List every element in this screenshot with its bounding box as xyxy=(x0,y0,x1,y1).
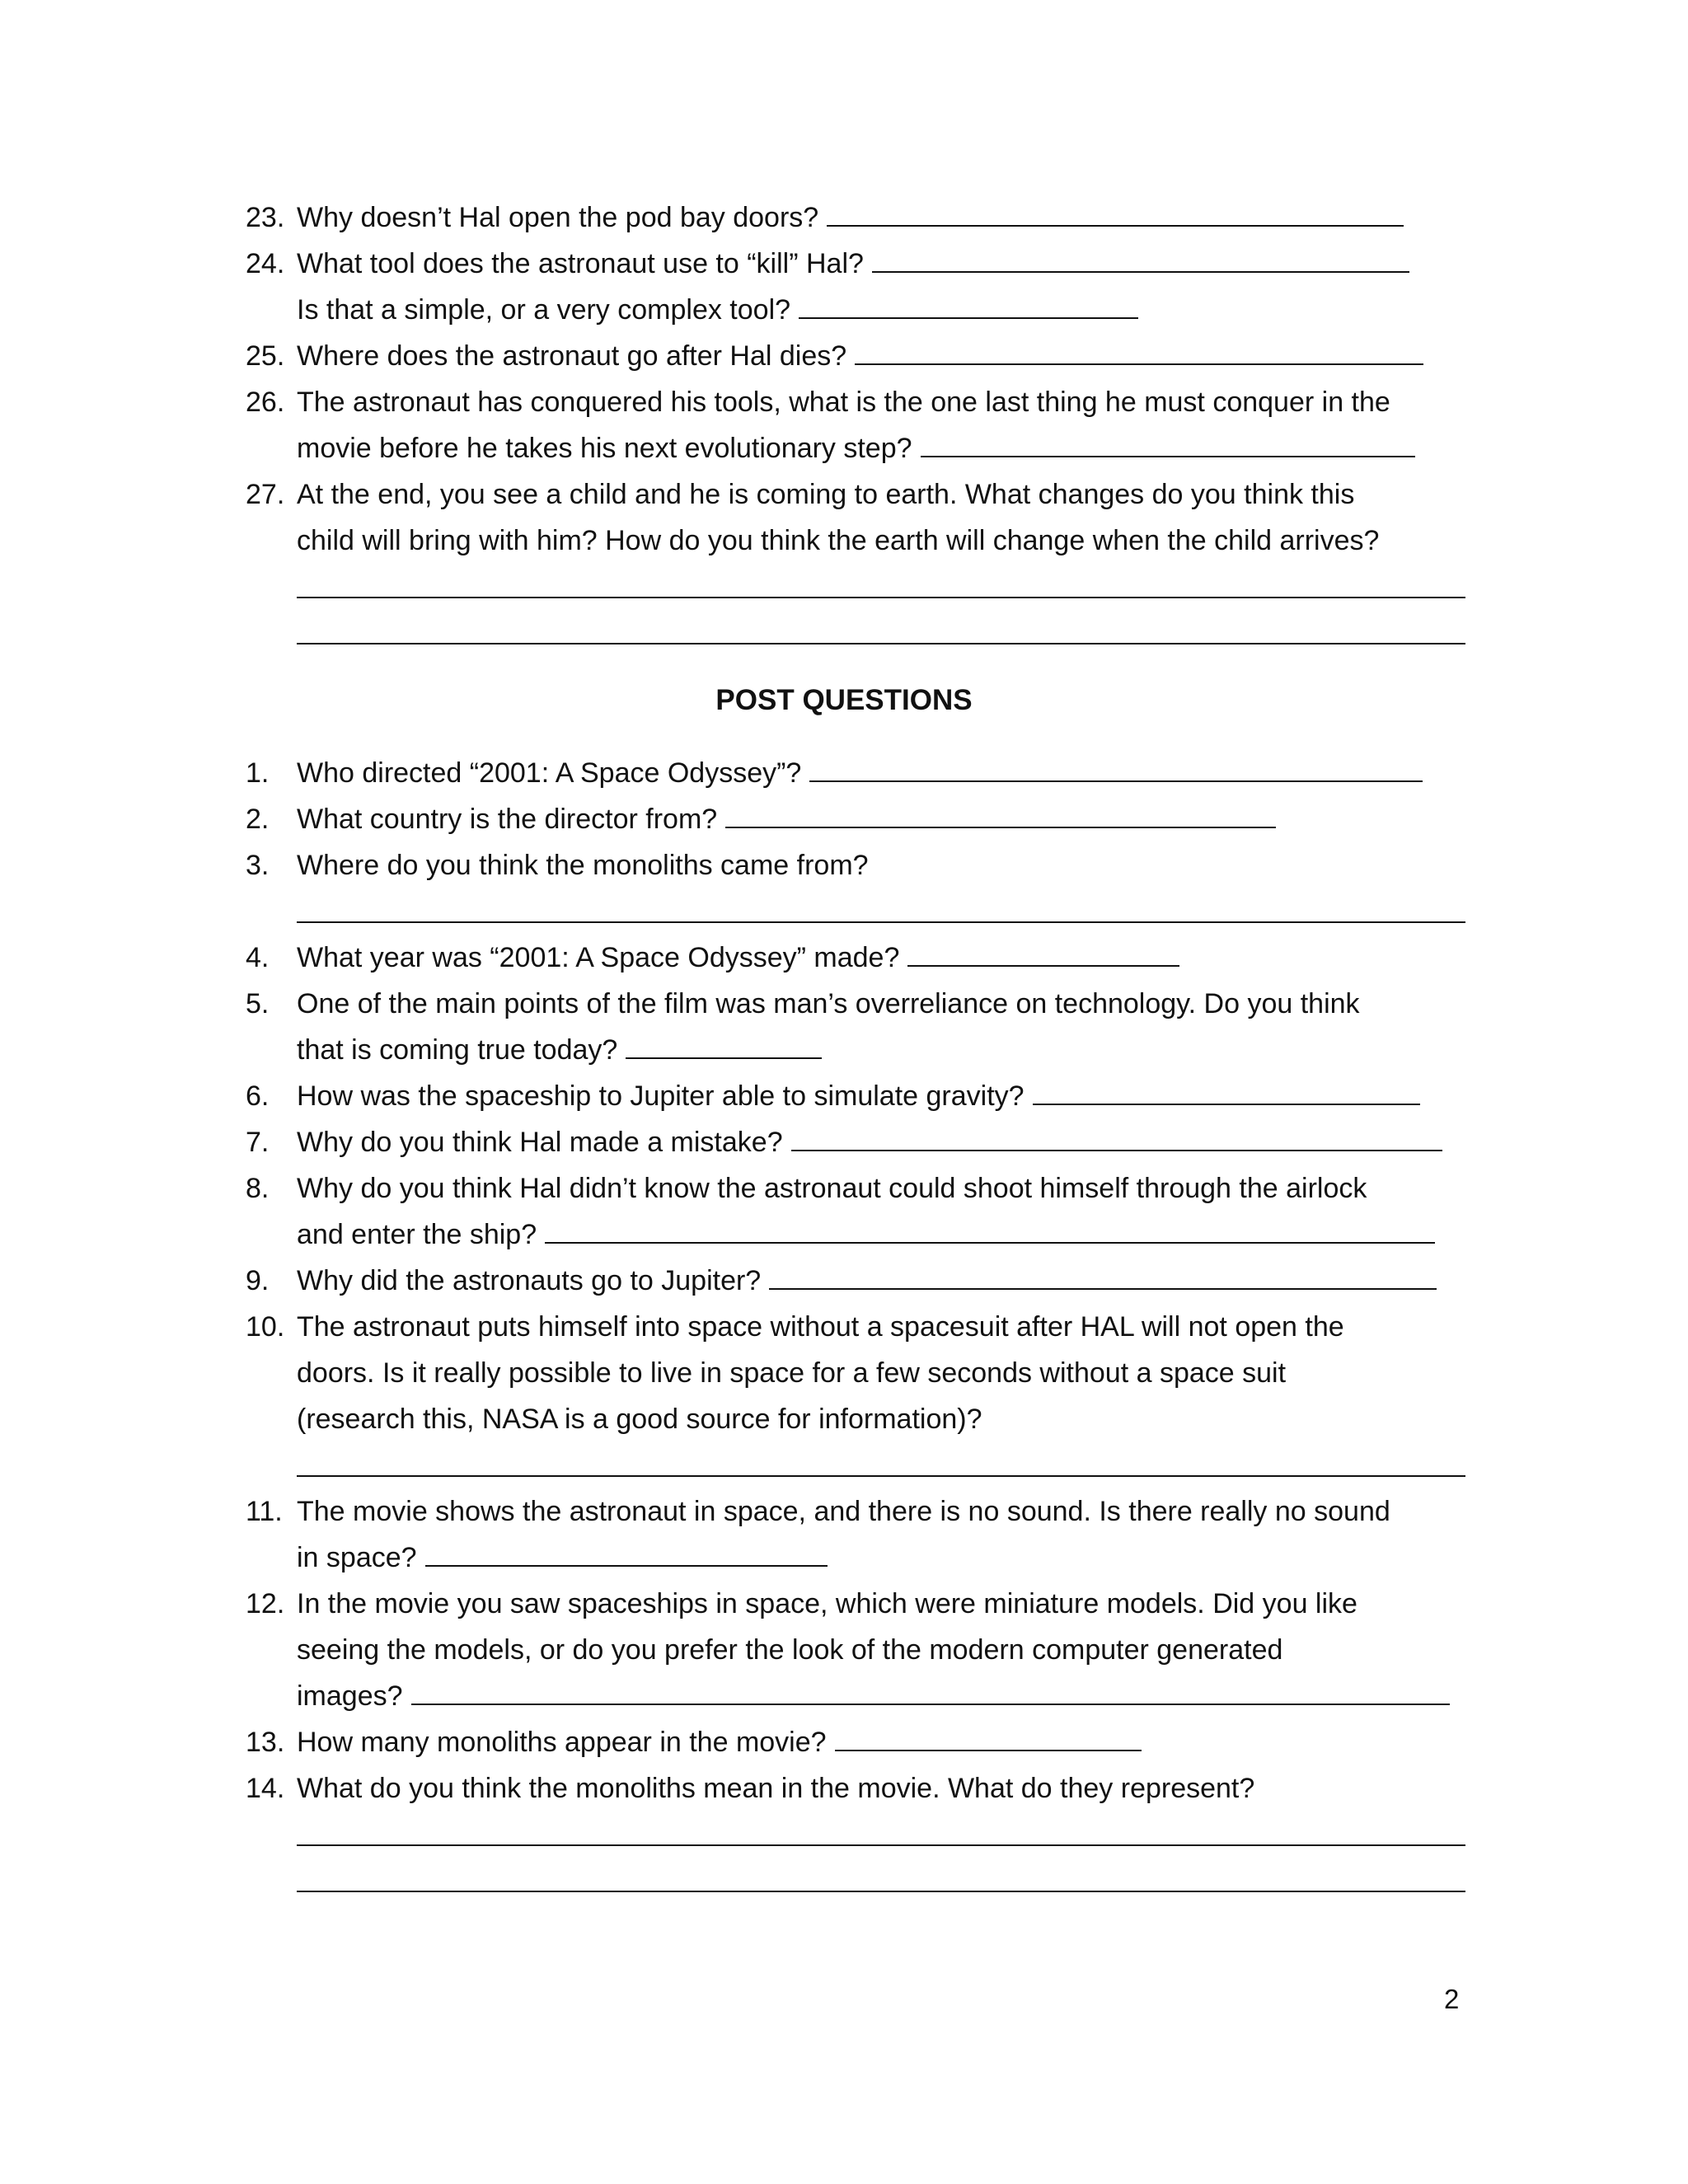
question-text: One of the main points of the film was man’s overreliance on technology. Do you think xyxy=(297,988,1360,1019)
post-question-2 xyxy=(246,796,1474,842)
answer-blank[interactable] xyxy=(835,1725,1142,1751)
answer-blank[interactable] xyxy=(545,1217,1435,1244)
question-text: The astronaut puts himself into space without a spacesuit after HAL will not open the xyxy=(297,1311,1344,1343)
question-number: 4. xyxy=(246,942,270,973)
post-question-9 xyxy=(246,1258,1474,1304)
question-number: 7. xyxy=(246,1127,270,1158)
question-number: 1. xyxy=(246,757,270,789)
question-25 xyxy=(246,333,1474,379)
question-text: Where do you think the monoliths came from? xyxy=(297,850,869,881)
question-text: How many monoliths appear in the movie? xyxy=(297,1727,827,1758)
post-question-5-continued xyxy=(297,1027,822,1073)
post-question-12 xyxy=(246,1581,1474,1627)
section-heading: POST QUESTIONS xyxy=(715,684,973,716)
question-text: in space? xyxy=(297,1542,417,1573)
question-number: 9. xyxy=(246,1265,270,1296)
question-text: Why did the astronauts go to Jupiter? xyxy=(297,1265,762,1296)
question-24-continued xyxy=(297,287,1138,333)
post-question-10 xyxy=(246,1304,1474,1350)
answer-blank[interactable] xyxy=(921,431,1415,457)
answer-blank[interactable] xyxy=(872,246,1409,273)
answer-blank[interactable] xyxy=(626,1033,822,1059)
question-text: images? xyxy=(297,1680,403,1712)
question-26 xyxy=(246,379,1474,425)
question-number: 25. xyxy=(246,340,285,372)
answer-line[interactable] xyxy=(297,1844,1465,1846)
answer-blank[interactable] xyxy=(769,1263,1437,1290)
answer-line[interactable] xyxy=(297,597,1465,598)
question-text: seeing the models, or do you prefer the look of the modern computer generated xyxy=(297,1634,1283,1666)
question-text: At the end, you see a child and he is coming to earth. What changes do you think this xyxy=(297,479,1355,510)
question-text: The movie shows the astronaut in space, and there is no sound. Is there really no sound xyxy=(297,1496,1390,1527)
page-number: 2 xyxy=(1444,1984,1460,2014)
question-text: The astronaut has conquered his tools, what is the one last thing he must conquer in the xyxy=(297,387,1390,418)
question-number: 27. xyxy=(246,479,285,510)
answer-line[interactable] xyxy=(297,643,1465,644)
question-number: 24. xyxy=(246,248,285,279)
post-question-5 xyxy=(246,981,1474,1027)
answer-blank[interactable] xyxy=(1033,1079,1420,1105)
question-text: How was the spaceship to Jupiter able to simulate gravity? xyxy=(297,1080,1025,1112)
post-question-7 xyxy=(246,1119,1474,1165)
question-text: and enter the ship? xyxy=(297,1219,537,1250)
question-text: Why doesn’t Hal open the pod bay doors? xyxy=(297,202,819,233)
answer-line[interactable] xyxy=(297,1475,1465,1477)
question-26-continued xyxy=(297,425,1415,471)
question-27-continued xyxy=(297,518,1379,564)
post-question-8 xyxy=(246,1165,1474,1212)
post-question-1 xyxy=(246,750,1474,796)
question-text: movie before he takes his next evolutionary step? xyxy=(297,433,912,464)
question-number: 8. xyxy=(246,1173,270,1204)
answer-blank[interactable] xyxy=(907,940,1179,967)
post-question-11-continued xyxy=(297,1535,828,1581)
post-question-14 xyxy=(246,1765,1474,1811)
post-question-6 xyxy=(246,1073,1474,1119)
question-text: Why do you think Hal made a mistake? xyxy=(297,1127,783,1158)
question-number: 10. xyxy=(246,1311,285,1343)
question-number: 11. xyxy=(246,1496,283,1527)
answer-blank[interactable] xyxy=(799,293,1138,319)
question-number: 13. xyxy=(246,1727,285,1758)
question-text: What country is the director from? xyxy=(297,804,718,835)
question-text: Is that a simple, or a very complex tool? xyxy=(297,294,791,326)
post-question-3 xyxy=(246,842,1474,888)
question-number: 26. xyxy=(246,387,285,418)
answer-blank[interactable] xyxy=(809,756,1423,782)
question-27 xyxy=(246,471,1474,518)
question-text: Who directed “2001: A Space Odyssey”? xyxy=(297,757,802,789)
question-number: 12. xyxy=(246,1588,285,1619)
post-question-13 xyxy=(246,1719,1474,1765)
answer-blank[interactable] xyxy=(791,1125,1442,1151)
question-text: doors. Is it really possible to live in space for a few seconds without a space suit xyxy=(297,1357,1287,1389)
answer-line[interactable] xyxy=(297,921,1465,923)
question-24 xyxy=(246,241,1474,287)
post-question-12-continued xyxy=(297,1627,1282,1673)
post-question-10-continued xyxy=(297,1350,1286,1396)
question-text: Why do you think Hal didn’t know the astronaut could shoot himself through the airlock xyxy=(297,1173,1367,1204)
question-number: 2. xyxy=(246,804,270,835)
question-text: Where does the astronaut go after Hal dies? xyxy=(297,340,847,372)
question-text: What tool does the astronaut use to “kill” Hal? xyxy=(297,248,864,279)
question-text: child will bring with him? How do you think the earth will change when the child arrives? xyxy=(297,525,1380,556)
question-text: (research this, NASA is a good source for information)? xyxy=(297,1404,982,1435)
question-number: 3. xyxy=(246,850,270,881)
post-question-11 xyxy=(246,1488,1474,1535)
question-number: 23. xyxy=(246,202,285,233)
question-text: In the movie you saw spaceships in space, which were miniature models. Did you like xyxy=(297,1588,1357,1619)
answer-line[interactable] xyxy=(297,1891,1465,1892)
question-number: 5. xyxy=(246,988,270,1019)
question-number: 14. xyxy=(246,1773,285,1804)
question-23 xyxy=(246,194,1474,241)
answer-blank[interactable] xyxy=(827,200,1404,227)
question-text: What year was “2001: A Space Odyssey” made? xyxy=(297,942,900,973)
question-text: that is coming true today? xyxy=(297,1034,618,1066)
answer-blank[interactable] xyxy=(725,802,1276,828)
post-question-8-continued xyxy=(297,1212,1435,1258)
post-question-4 xyxy=(246,935,1474,981)
question-text: What do you think the monoliths mean in the movie. What do they represent? xyxy=(297,1773,1255,1804)
post-question-10-continued-2 xyxy=(297,1396,982,1442)
answer-blank[interactable] xyxy=(411,1679,1450,1705)
post-question-12-continued-2 xyxy=(297,1673,1450,1719)
answer-blank[interactable] xyxy=(425,1540,828,1567)
answer-blank[interactable] xyxy=(855,339,1423,365)
question-number: 6. xyxy=(246,1080,270,1112)
